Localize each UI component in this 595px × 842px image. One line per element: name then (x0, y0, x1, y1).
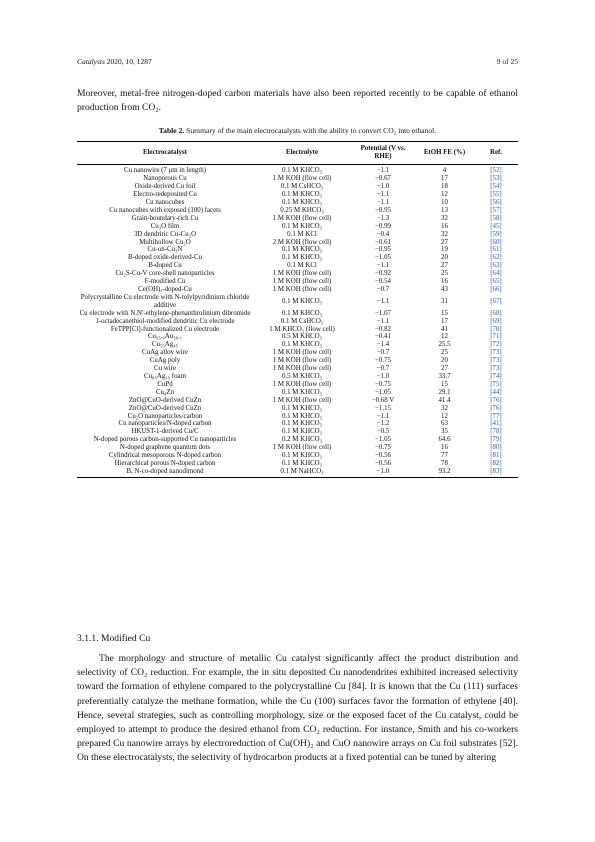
electrocatalyst-table (77, 141, 518, 478)
cell-electrocatalyst: Electro-redeposited Cu (133, 191, 197, 199)
cell-electrolyte: 1 M KOH (flow cell) (272, 286, 332, 293)
table-row (77, 389, 518, 397)
cell-etoh-fe: 19 (441, 246, 448, 254)
cell-ref[interactable]: [78] (490, 428, 502, 436)
table-row (77, 341, 518, 349)
table-row (77, 460, 518, 468)
cell-electrocatalyst: Cu₃O film (150, 222, 180, 230)
cell-electrocatalyst: B-doped oxide-derived-Cu (127, 254, 203, 262)
cell-etoh-fe: 16 (441, 444, 448, 452)
body-text: The morphology and structure of metallic Cu catalyst significantly affect the product distribution and selectivity of CO₂ reduction. For example, the in situ deposited Cu nanodendrites exhibited increased selectivity toward the formation of ethylene compared to the polycrystalline Cu [84]. It is known that the Cu (111) surfaces preferentially catalyze the methane formation, while the Cu (100) surfaces favor the formation of ethylene [40]. Hence, several strategies, such as controlling morphology, size or the exposed facet of the Cu catalyst, could be employed to attempt to produce the desired ethanol from CO₂ reduction. For instance, Smith and his co-workers prepared Cu nanowire arrays by electroreduction of Cu(OH)₂ and CuO nanowire arrays on Cu foil substrates [52]. On these electrocatalysts, the selectivity of hydrocarbon products at a fixed potential can be tuned by altering (77, 653, 518, 764)
cell-electrocatalyst: Ce(OH)ₓ-doped-Cu (138, 286, 192, 293)
cell-electrocatalyst: Cu nanoparticles/N-doped carbon (118, 420, 212, 428)
cell-electrocatalyst: Cu electrode with N,N′-ethylene-phenanthrolinium dibromide (79, 309, 251, 317)
cell-potential: −0.75 (375, 357, 391, 365)
table-row (77, 381, 518, 389)
cell-potential: −1.3 (376, 214, 390, 222)
cell-electrolyte: 1 M KOH (flow cell) (272, 365, 332, 373)
cell-etoh-fe: 78 (441, 459, 448, 467)
cell-etoh-fe: 93.2 (415, 468, 474, 477)
cell-ref[interactable]: [71] (490, 333, 502, 341)
cell-electrocatalyst: Cu₈₅Ag₁₅ foam (144, 372, 186, 380)
cell-electrolyte: 0.1 M CsHCO₃ (280, 317, 324, 325)
cell-potential: −0.7 (376, 349, 390, 357)
cell-electrolyte: 0.1 M KHCO₃ (281, 428, 323, 436)
cell-potential: −1.1 (376, 297, 390, 305)
cell-ref[interactable]: [62] (490, 254, 502, 262)
cell-electrolyte: 0.1 M KHCO₃ (281, 254, 323, 262)
cell-potential: −1.1 (376, 167, 390, 175)
cell-ref[interactable]: [41] (490, 420, 502, 428)
cell-etoh-fe: 41.4 (438, 396, 451, 404)
cell-electrolyte: 0.1 M KHCO₃ (281, 246, 323, 254)
cell-electrocatalyst: Cu nanocubes with exposed (100) facets (109, 206, 221, 214)
cell-electrolyte: 0.1 M KHCO₃ (281, 404, 323, 412)
table-row (77, 420, 518, 428)
cell-electrocatalyst: B-doped Cu (148, 262, 182, 270)
citation-details: 2020, 10, 1287 (104, 57, 152, 66)
cell-electrocatalyst: HKUST-1-derived Cu/C (131, 428, 199, 436)
cell-potential: −0.7 (376, 286, 390, 293)
cell-etoh-fe: 18 (441, 183, 448, 191)
header-etoh-fe: EtOH FE (%) (415, 142, 474, 165)
cell-ref[interactable]: [44] (490, 388, 502, 396)
cell-electrolyte: 1 M KOH (flow cell) (272, 175, 332, 183)
cell-potential: −1.07 (375, 309, 391, 317)
cell-electrolyte: 0.1 M KHCO₃ (281, 388, 323, 396)
cell-electrolyte: 0.1 M KHCO₃ (281, 341, 323, 349)
cell-potential: −0.68 V (371, 396, 395, 404)
cell-electrocatalyst: Hierarchical porous N-doped carbon (114, 459, 216, 467)
cell-potential: −1.4 (376, 341, 390, 349)
cell-electrolyte: 1 M KOH (flow cell) (272, 396, 332, 404)
table-row (77, 262, 518, 270)
table-row (77, 397, 518, 405)
cell-ref[interactable]: [67] (490, 297, 502, 305)
cell-etoh-fe: 33.7 (438, 372, 451, 380)
table-row (77, 175, 518, 183)
cell-electrolyte: 1 M KOH (flow cell) (272, 357, 332, 365)
table-row (77, 444, 518, 452)
cell-electrocatalyst: Cu-on-Cu₃N (147, 246, 183, 254)
table-row (77, 239, 518, 247)
cell-etoh-fe: 17 (441, 175, 448, 183)
cell-potential: −1.1 (376, 191, 390, 199)
cell-ref[interactable]: [60] (490, 238, 502, 246)
cell-electrocatalyst: Nanoporous Cu (143, 175, 187, 183)
journal-citation (77, 57, 152, 66)
cell-electrocatalyst: Cylindrical mesoporous N-doped carbon (108, 452, 222, 460)
table-row (77, 207, 518, 215)
table-row (77, 278, 518, 286)
cell-etoh-fe: 4 (442, 167, 447, 175)
cell-electrolyte: 0.1 M KHCO₃ (281, 199, 323, 207)
cell-ref[interactable]: [63] (490, 262, 502, 270)
cell-ref[interactable]: [80] (490, 444, 502, 452)
cell-potential: −0.99 (375, 222, 391, 230)
cell-potential: −0.54 (375, 278, 391, 286)
cell-ref[interactable]: [81] (490, 452, 502, 460)
cell-etoh-fe: 16 (441, 222, 448, 230)
cell-etoh-fe: 13 (441, 206, 448, 214)
cell-electrocatalyst: 3D dendritic Cu-Cu₂O (133, 230, 197, 238)
cell-electrocatalyst: Polycrystalline Cu electrode with N-tolylpyridinium chloride additive (80, 293, 250, 309)
cell-electrocatalyst: F-modified Cu (144, 278, 186, 286)
cell-etoh-fe: 27 (441, 262, 448, 270)
cell-potential: −0.41 (375, 333, 391, 341)
cell-potential: −0.67 (375, 175, 391, 183)
cell-ref[interactable]: [56] (490, 199, 502, 207)
cell-etoh-fe: 77 (441, 452, 448, 460)
cell-electrolyte: 0.1 M KHCO₃ (281, 297, 323, 305)
cell-potential: −0.4 (376, 230, 390, 238)
cell-electrocatalyst: Cu wire (153, 365, 176, 373)
cell-electrolyte: 1 M KOH (flow cell) (272, 278, 332, 286)
cell-potential: −1.05 (375, 254, 391, 262)
cell-potential: −0.5 (376, 428, 390, 436)
cell-ref[interactable]: [54] (490, 183, 502, 191)
header-electrolyte: Electrolyte (253, 142, 351, 165)
cell-etoh-fe: 32 (441, 214, 448, 222)
table-row (77, 318, 518, 326)
table-row (77, 254, 518, 262)
cell-potential: −1.0 (376, 183, 390, 191)
cell-electrocatalyst: Cu₂S-Cu-V core-shell nanoparticles (115, 270, 215, 278)
cell-etoh-fe: 64.6 (438, 436, 451, 444)
cell-etoh-fe: 25.5 (438, 341, 451, 349)
cell-electrocatalyst: ZnO@CuO-derived CuZn (128, 396, 202, 404)
cell-ref[interactable]: [73] (490, 357, 502, 365)
cell-electrolyte: 0.1 M KCl (287, 262, 317, 270)
table-row (77, 405, 518, 413)
cell-etoh-fe: 32 (441, 404, 448, 412)
cell-etoh-fe: 41 (441, 325, 448, 333)
cell-potential: −0.7 (376, 365, 390, 373)
cell-etoh-fe: 17 (441, 317, 448, 325)
cell-electrolyte: 1 M KOH (flow cell) (272, 349, 332, 357)
cell-ref[interactable]: [65] (490, 278, 502, 286)
cell-potential: −0.92 (375, 270, 391, 278)
cell-etoh-fe: 20 (441, 357, 448, 365)
cell-ref[interactable]: [61] (490, 246, 502, 254)
cell-ref[interactable]: [82] (490, 459, 502, 467)
table-header (77, 142, 518, 165)
cell-etoh-fe: 25 (441, 349, 448, 357)
cell-potential: −1.05 (375, 388, 391, 396)
cell-ref[interactable]: [72] (490, 341, 502, 349)
cell-electrocatalyst: Cu nanocubes (145, 199, 185, 207)
cell-potential: −0.95 (375, 246, 391, 254)
page-number: 9 of 25 (496, 57, 518, 66)
table-row (77, 452, 518, 460)
cell-etoh-fe: 35 (441, 428, 448, 436)
cell-ref[interactable]: [77] (490, 412, 502, 420)
cell-potential: −1.05 (375, 436, 391, 444)
cell-electrolyte: 0.1 M KCl (287, 230, 317, 238)
cell-electrolyte: 0.1 M KHCO₃ (281, 420, 323, 428)
table-row (77, 333, 518, 341)
table-caption (77, 126, 518, 135)
journal-name: Catalysts (77, 57, 105, 66)
cell-ref[interactable]: [59] (490, 230, 502, 238)
cell-electrolyte: 0.1 M NaHCO₃ (253, 468, 351, 477)
cell-electrolyte: 2 M KOH (flow cell) (272, 238, 332, 246)
cell-potential: −0.56 (375, 452, 391, 460)
cell-ref[interactable]: [55] (490, 191, 502, 199)
cell-etoh-fe: 31 (441, 297, 448, 305)
section-title: 3.1.1. Modified Cu (77, 633, 151, 644)
cell-potential: −1.0 (376, 372, 390, 380)
cell-etoh-fe: 15 (441, 380, 448, 388)
cell-etoh-fe: 20 (441, 254, 448, 262)
cell-potential: −1.2 (376, 420, 390, 428)
cell-electrocatalyst: Oxide-derived Cu foil (134, 183, 196, 191)
cell-electrocatalyst: N-doped porous carbon-supported Cu nanoparticles (93, 436, 237, 444)
table-row (77, 326, 518, 334)
header-potential: Potential (V vs. RHE) (351, 142, 415, 165)
cell-electrocatalyst: Cu₆₃.₉Au₃₆.₁ (147, 333, 183, 341)
cell-electrolyte: 0.1 M KHCO₃ (281, 452, 323, 460)
table-row (77, 428, 518, 436)
table-row (77, 436, 518, 444)
cell-potential: −0.61 (375, 238, 391, 246)
table-row (77, 199, 518, 207)
table-row (77, 246, 518, 254)
cell-ref[interactable]: [74] (490, 372, 502, 380)
table-row (77, 165, 518, 175)
cell-etoh-fe: 25 (441, 270, 448, 278)
cell-potential: −0.95 (375, 206, 391, 214)
cell-ref[interactable]: [64] (490, 270, 502, 278)
cell-electrolyte: 0.1 M CsHCO₃ (280, 183, 324, 191)
cell-ref[interactable]: [76] (490, 396, 502, 404)
cell-ref[interactable]: [58] (490, 214, 502, 222)
cell-etoh-fe: 16 (441, 278, 448, 286)
cell-ref[interactable]: [66] (490, 286, 502, 293)
table-row (77, 373, 518, 381)
cell-potential: −0.75 (375, 444, 391, 452)
table-row (77, 215, 518, 223)
cell-ref[interactable]: [68] (490, 309, 502, 317)
cell-ref[interactable]: [79] (490, 436, 502, 444)
table-row (77, 223, 518, 231)
cell-electrolyte: 1 M KOH (flow cell) (272, 270, 332, 278)
cell-electrocatalyst: Cu₄Zn (155, 388, 175, 396)
cell-ref[interactable]: [53] (490, 175, 502, 183)
cell-ref[interactable]: [73] (490, 349, 502, 357)
cell-ref[interactable]: [75] (490, 380, 502, 388)
cell-potential: −1.1 (376, 317, 390, 325)
body-paragraph (77, 652, 518, 766)
cell-electrocatalyst: Cu₂O nanoparticles/carbon (127, 412, 203, 420)
cell-ref[interactable]: [57] (490, 206, 502, 214)
cell-electrolyte: 0.1 M KHCO₃ (281, 459, 323, 467)
cell-potential: −0.82 (375, 325, 391, 333)
table-row (77, 231, 518, 239)
cell-electrolyte: 0.5 M KHCO₃ (281, 372, 323, 380)
header-ref: Ref. (474, 142, 518, 165)
cell-electrolyte: 0.1 M KHCO₃ (281, 222, 323, 230)
cell-etoh-fe: 32 (441, 230, 448, 238)
cell-potential: −1.0 (351, 468, 415, 477)
table-row (77, 349, 518, 357)
cell-electrolyte: 0.1 M KHCO₃ (281, 191, 323, 199)
table-caption-text: Summary of the main electrocatalysts with the ability to convert CO₂ into ethanol. (184, 126, 437, 135)
cell-etoh-fe: 27 (441, 238, 448, 246)
cell-electrolyte: 1 M KOH (flow cell) (272, 444, 332, 452)
table-row (77, 183, 518, 191)
table-header-row (77, 142, 518, 165)
table-row (77, 286, 518, 294)
cell-electrocatalyst: Multihollow Cu₂O (139, 238, 191, 246)
cell-electrolyte: 1 M KHCO₃ (flow cell) (269, 325, 335, 333)
cell-ref[interactable]: [76] (490, 404, 502, 412)
cell-electrolyte: 0.5 M KHCO₃ (281, 333, 323, 341)
table-row (77, 413, 518, 421)
cell-ref[interactable]: [83] (474, 468, 518, 477)
cell-etoh-fe: 29.1 (438, 388, 451, 396)
cell-ref[interactable]: [45] (490, 222, 502, 230)
cell-electrocatalyst: Grain-boundary-rich Cu (131, 214, 199, 222)
cell-electrocatalyst: ZnO@CuO-derived CuZn (128, 404, 202, 412)
cell-potential: −1.1 (376, 199, 390, 207)
cell-etoh-fe: 12 (441, 412, 448, 420)
cell-ref[interactable]: [69] (490, 317, 502, 325)
cell-electrolyte: 0.1 M KHCO₃ (281, 167, 323, 175)
table-row (77, 357, 518, 365)
table-caption-label: Table 2. (158, 126, 185, 135)
cell-etoh-fe: 63 (441, 420, 448, 428)
table-row (77, 270, 518, 278)
cell-etoh-fe: 43 (441, 286, 448, 293)
cell-electrocatalyst: CuAg alloy wire (142, 349, 188, 357)
cell-electrocatalyst: CuPd (157, 380, 173, 388)
table-row (77, 191, 518, 199)
cell-electrocatalyst: FeTPP[Cl]-functionalized Cu electrode (110, 325, 220, 333)
intro-paragraph: Moreover, metal-free nitrogen-doped carbon materials have also been reported recently to be capable of ethanol production from CO₂. (77, 88, 518, 113)
cell-electrocatalyst: N-doped graphene quantum dots (119, 444, 211, 452)
table-row (77, 294, 518, 310)
header-electrocatalyst: Electrocatalyst (77, 142, 253, 165)
cell-electrocatalyst: CuAg poly (149, 357, 181, 365)
cell-electrocatalyst: 1-octadecanethiol-modified dendritic Cu electrode (95, 317, 235, 325)
table-row (77, 310, 518, 318)
cell-potential: −0.75 (375, 380, 391, 388)
cell-potential: −0.56 (375, 459, 391, 467)
cell-electrolyte: 1 M KOH (flow cell) (272, 214, 332, 222)
cell-electrolyte: 1 M KOH (flow cell) (272, 380, 332, 388)
cell-potential: −1.1 (376, 412, 390, 420)
cell-potential: −1.15 (375, 404, 391, 412)
cell-electrocatalyst: Cu₅₅Ag₄₅ (151, 341, 179, 349)
cell-electrocatalyst: Cu nanowire (7 μm in length) (124, 167, 206, 175)
cell-ref[interactable]: [52] (490, 167, 502, 175)
cell-etoh-fe: 12 (441, 333, 448, 341)
table-row (77, 468, 518, 477)
cell-etoh-fe: 12 (441, 191, 448, 199)
cell-etoh-fe: 10 (441, 199, 448, 207)
cell-potential: −1.1 (376, 262, 390, 270)
cell-etoh-fe: 27 (441, 365, 448, 373)
cell-etoh-fe: 15 (441, 309, 448, 317)
table-row (77, 365, 518, 373)
cell-ref[interactable]: [70] (490, 325, 502, 333)
cell-electrolyte: 0.2 M KHCO₃ (281, 436, 323, 444)
cell-electrolyte: 0.25 M KHCO₃ (280, 206, 324, 214)
running-head (77, 57, 518, 66)
cell-electrocatalyst: B, N-co-doped nanodimond (77, 468, 253, 477)
cell-ref[interactable]: [73] (490, 365, 502, 373)
table-body (77, 165, 518, 477)
cell-electrolyte: 0.1 M KHCO₃ (281, 412, 323, 420)
cell-electrolyte: 0.1 M KHCO₃ (281, 309, 323, 317)
